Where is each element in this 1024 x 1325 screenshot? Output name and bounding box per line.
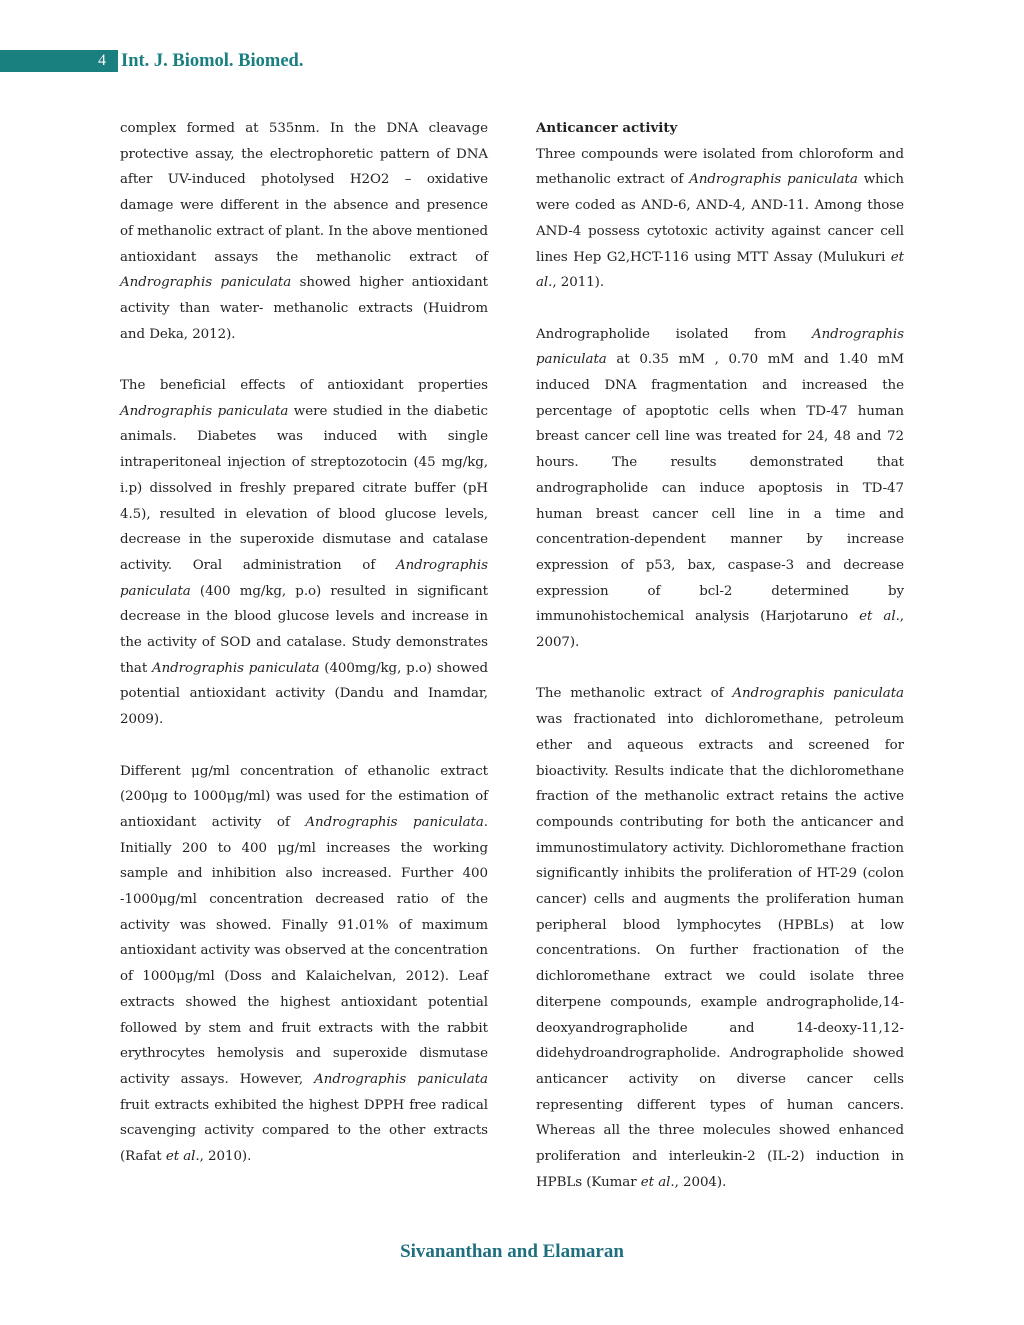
italic-term: Andrographis paniculata [120, 403, 289, 419]
italic-term: Andrographis paniculata [314, 1071, 488, 1087]
paragraph: The methanolic extract of Andrographis paniculata was fractionated into dichloromethane, petroleum ether and aqueous extracts and screened for bioactivity. Results indicate that the dichloromethane fraction of the methanolic extract retains the active compounds contributing for both the anticancer and immunostimulatory activity. Dichloromethane fraction significantly inhibits the proliferation of HT-29 (colon cancer) cells and augments the proliferation human peripheral blood lymphocytes (HPBLs) at low concentrations. On further fractionation of the dichloromethane extract we could isolate three diterpene compounds, example andrographolide,14-deoxyandrographolide and 14-deoxy-11,12-didehydroandrographolide. Andrographolide showed anticancer activity on diverse cancer cells representing different types of human cancers. Whereas all the three molecules showed enhanced proliferation and interleukin-2 (IL-2) induction in HPBLs (Kumar et al., 2004). [536, 686, 904, 1190]
italic-term: et al [536, 249, 904, 291]
italic-term: et al [859, 609, 896, 625]
italic-term: Andrographis paniculata [120, 557, 488, 599]
page-number: 4 [98, 52, 106, 69]
left-column [120, 116, 488, 1170]
paragraph: Three compounds were isolated from chloroform and methanolic extract of Andrographis paniculata which were coded as AND-6, AND-4, AND-11. Among those AND-4 possess cytotoxic activity against cancer cell lines Hep G2,HCT-116 using MTT Assay (Mulukuri et al., 2011). [536, 146, 904, 291]
italic-term: Andrographis paniculata [689, 172, 858, 188]
paragraph: The beneficial effects of antioxidant properties Andrographis paniculata were studied in the diabetic animals. Diabetes was induced with single intraperitoneal injection of streptozotocin (45 mg/kg, i.p) dissolved in freshly prepared citrate buffer (pH 4.5), resulted in elevation of blood glucose levels, decrease in the superoxide dismutase and catalase activity. Oral administration of Andrographis paniculata (400 mg/kg, p.o) resulted in significant decrease in the blood glucose levels and increase in the activity of SOD and catalase. Study demonstrates that Andrographis paniculata (400mg/kg, p.o) showed potential antioxidant activity (Dandu and Inamdar, 2009). [120, 378, 488, 728]
italic-term: Andrographis paniculata [536, 326, 904, 368]
footer-authors: Sivananthan and Elamaran [400, 1241, 624, 1262]
italic-term: et al [165, 1149, 196, 1165]
section-heading: Anticancer activity [536, 120, 678, 136]
italic-term: Andrographis paniculata [305, 814, 484, 830]
italic-term: Andrographis paniculata [151, 660, 320, 676]
right-column [536, 116, 904, 1196]
italic-term: Andrographis paniculata [732, 686, 904, 702]
italic-term: Andrographis paniculata [120, 275, 292, 291]
italic-term: et al [640, 1174, 671, 1190]
paragraph: Andrographolide isolated from Andrographis paniculata at 0.35 mM , 0.70 mM and 1.40 mM induced DNA fragmentation and increased the percentage of apoptotic cells when TD-47 human breast cancer cell line was treated for 24, 48 and 72 hours. The results demonstrated that andrographolide can induce apoptosis in TD-47 human breast cancer cell line in a time and concentration-dependent manner by increase expression of p53, bax, caspase-3 and decrease expression of bcl-2 determined by immunohistochemical analysis (Harjotaruno et al., 2007). [536, 326, 904, 651]
paragraph: complex formed at 535nm. In the DNA cleavage protective assay, the electrophoretic pattern of DNA after UV-induced photolysed H2O2 – oxidative damage were different in the absence and presence of methanolic extract of plant. In the above mentioned antioxidant assays the methanolic extract of Andrographis paniculata showed higher antioxidant activity than water- methanolic extracts (Huidrom and Deka, 2012). [120, 121, 489, 342]
journal-title: Int. J. Biomol. Biomed. [121, 51, 304, 71]
paragraph: Different μg/ml concentration of ethanolic extract (200μg to 1000μg/ml) was used for the estimation of antioxidant activity of Andrographis paniculata. Initially 200 to 400 μg/ml increases the working sample and inhibition also increased. Further 400 -1000μg/ml concentration decreased ratio of the activity was showed. Finally 91.01% of maximum antioxidant activity was observed at the concentration of 1000μg/ml (Doss and Kalaichelvan, 2012). Leaf extracts showed the highest antioxidant potential followed by stem and fruit extracts with the rabbit erythrocytes hemolysis and superoxide dismutase activity assays. However, Andrographis paniculata fruit extracts exhibited the highest DPPH free radical scavenging activity compared to the other extracts (Rafat et al., 2010). [120, 763, 488, 1165]
